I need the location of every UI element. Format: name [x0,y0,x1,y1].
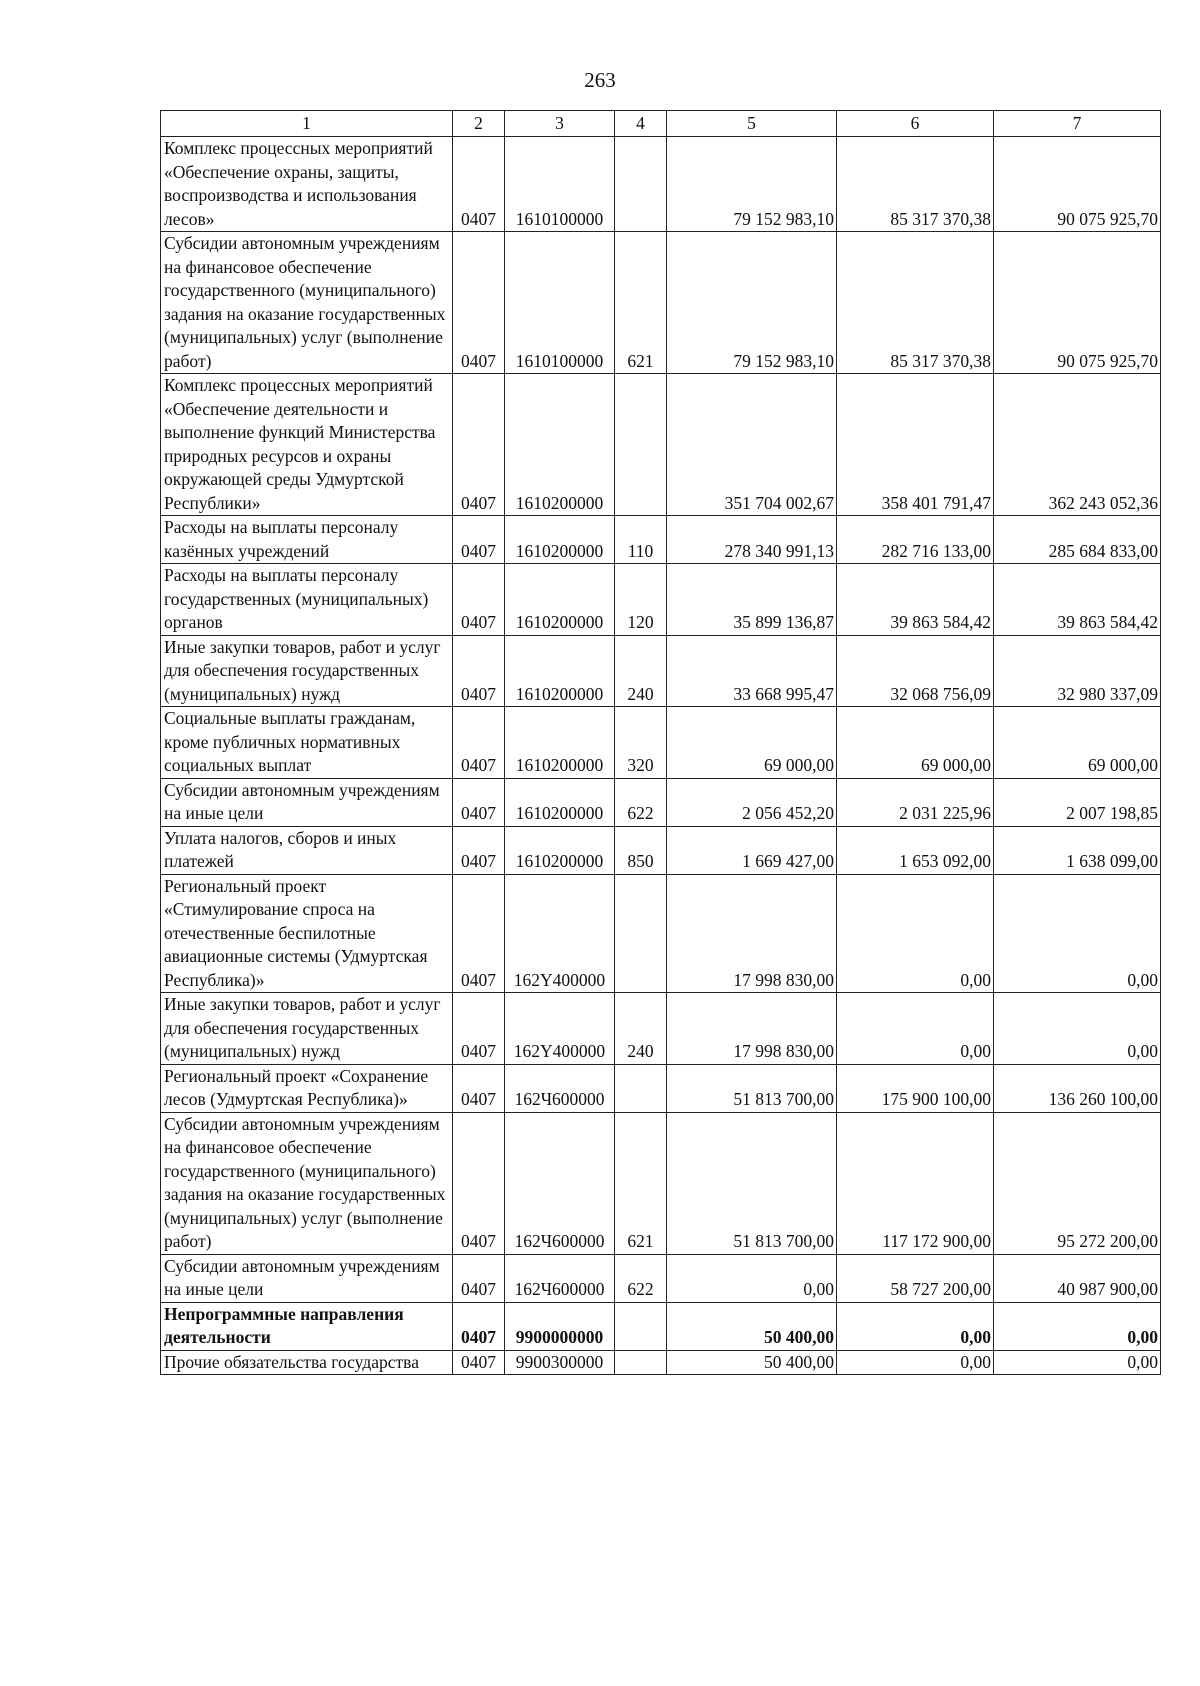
table-row [161,1350,1161,1375]
row-amount-col5: 50 400,00 [667,1302,837,1350]
row-section-code: 0407 [453,635,505,707]
row-amount-col6: 0,00 [837,993,994,1065]
row-section-code: 0407 [453,1254,505,1302]
row-amount-col6: 0,00 [837,1302,994,1350]
row-amount-col6: 1 653 092,00 [837,826,994,874]
row-section-code: 0407 [453,1112,505,1254]
row-name: Комплекс процессных мероприятий «Обеспечение деятельности и выполнение функций Министерства природных ресурсов и охраны окружающей среды Удмуртской Республики» [161,374,453,516]
header-cell-7: 7 [994,111,1161,137]
row-target-code: 1610200000 [505,564,615,636]
row-amount-col5: 351 704 002,67 [667,374,837,516]
row-expense-type [615,874,667,993]
row-amount-col7: 362 243 052,36 [994,374,1161,516]
row-section-code: 0407 [453,778,505,826]
row-expense-type [615,137,667,232]
row-amount-col5: 50 400,00 [667,1350,837,1375]
row-expense-type: 621 [615,1112,667,1254]
budget-table [160,110,1161,1375]
row-amount-col7: 95 272 200,00 [994,1112,1161,1254]
row-amount-col6: 282 716 133,00 [837,516,994,564]
row-target-code: 1610200000 [505,707,615,779]
row-section-code: 0407 [453,1064,505,1112]
row-amount-col5: 69 000,00 [667,707,837,779]
row-name: Региональный проект «Стимулирование спроса на отечественные беспилотные авиационные системы (Удмуртская Республика)» [161,874,453,993]
header-row [161,111,1161,137]
row-amount-col6: 0,00 [837,1350,994,1375]
table-row [161,1064,1161,1112]
row-name: Социальные выплаты гражданам, кроме публичных нормативных социальных выплат [161,707,453,779]
row-name: Иные закупки товаров, работ и услуг для обеспечения государственных (муниципальных) нужд [161,635,453,707]
header-cell-6: 6 [837,111,994,137]
table-row [161,826,1161,874]
row-section-code: 0407 [453,137,505,232]
row-amount-col6: 0,00 [837,874,994,993]
header-cell-3: 3 [505,111,615,137]
row-section-code: 0407 [453,232,505,374]
row-amount-col7: 0,00 [994,874,1161,993]
row-target-code: 9900000000 [505,1302,615,1350]
row-section-code: 0407 [453,993,505,1065]
row-expense-type: 320 [615,707,667,779]
row-expense-type: 120 [615,564,667,636]
row-target-code: 1610200000 [505,516,615,564]
row-target-code: 1610200000 [505,635,615,707]
row-amount-col7: 69 000,00 [994,707,1161,779]
row-name: Субсидии автономным учреждениям на финансовое обеспечение государственного (муниципального) задания на оказание государственных (муниципальных) услуг (выполнение работ) [161,232,453,374]
row-section-code: 0407 [453,874,505,993]
row-name: Региональный проект «Сохранение лесов (Удмуртская Республика)» [161,1064,453,1112]
row-name: Субсидии автономным учреждениям на иные цели [161,1254,453,1302]
row-name: Уплата налогов, сборов и иных платежей [161,826,453,874]
table-row [161,707,1161,779]
row-expense-type [615,1064,667,1112]
row-name: Комплекс процессных мероприятий «Обеспечение охраны, защиты, воспроизводства и использования лесов» [161,137,453,232]
row-expense-type [615,1302,667,1350]
row-amount-col5: 17 998 830,00 [667,993,837,1065]
row-target-code: 162Y400000 [505,993,615,1065]
row-amount-col6: 85 317 370,38 [837,232,994,374]
row-expense-type: 622 [615,1254,667,1302]
row-amount-col7: 39 863 584,42 [994,564,1161,636]
row-amount-col5: 35 899 136,87 [667,564,837,636]
row-amount-col7: 40 987 900,00 [994,1254,1161,1302]
row-section-code: 0407 [453,707,505,779]
page-number: 263 [584,68,616,92]
row-amount-col5: 33 668 995,47 [667,635,837,707]
row-target-code: 162Ч600000 [505,1254,615,1302]
header-cell-2: 2 [453,111,505,137]
table-row [161,778,1161,826]
row-target-code: 1610200000 [505,826,615,874]
row-target-code: 162Y400000 [505,874,615,993]
header-cell-4: 4 [615,111,667,137]
row-expense-type: 622 [615,778,667,826]
row-amount-col7: 2 007 198,85 [994,778,1161,826]
row-name: Прочие обязательства государства [161,1350,453,1375]
row-section-code: 0407 [453,374,505,516]
row-amount-col7: 90 075 925,70 [994,232,1161,374]
row-expense-type: 240 [615,993,667,1065]
table-row [161,1302,1161,1350]
row-amount-col5: 2 056 452,20 [667,778,837,826]
row-amount-col6: 2 031 225,96 [837,778,994,826]
row-section-code: 0407 [453,564,505,636]
row-target-code: 1610200000 [505,778,615,826]
row-amount-col5: 0,00 [667,1254,837,1302]
row-target-code: 162Ч600000 [505,1112,615,1254]
row-amount-col7: 136 260 100,00 [994,1064,1161,1112]
row-amount-col6: 69 000,00 [837,707,994,779]
table-row [161,993,1161,1065]
table-row [161,1254,1161,1302]
row-section-code: 0407 [453,516,505,564]
row-amount-col5: 79 152 983,10 [667,137,837,232]
row-expense-type: 621 [615,232,667,374]
row-amount-col6: 39 863 584,42 [837,564,994,636]
table-row [161,516,1161,564]
table-row [161,564,1161,636]
row-amount-col5: 51 813 700,00 [667,1112,837,1254]
row-amount-col6: 117 172 900,00 [837,1112,994,1254]
table-row [161,232,1161,374]
row-amount-col7: 0,00 [994,993,1161,1065]
row-amount-col5: 17 998 830,00 [667,874,837,993]
row-amount-col5: 1 669 427,00 [667,826,837,874]
row-amount-col5: 278 340 991,13 [667,516,837,564]
row-amount-col6: 175 900 100,00 [837,1064,994,1112]
table-row [161,874,1161,993]
row-name: Расходы на выплаты персоналу казённых учреждений [161,516,453,564]
row-amount-col7: 1 638 099,00 [994,826,1161,874]
row-expense-type [615,374,667,516]
row-expense-type [615,1350,667,1375]
row-target-code: 9900300000 [505,1350,615,1375]
row-expense-type: 850 [615,826,667,874]
row-amount-col5: 79 152 983,10 [667,232,837,374]
row-section-code: 0407 [453,826,505,874]
row-name: Непрограммные направления деятельности [161,1302,453,1350]
row-target-code: 1610100000 [505,137,615,232]
row-name: Субсидии автономным учреждениям на финансовое обеспечение государственного (муниципального) задания на оказание государственных (муниципальных) услуг (выполнение работ) [161,1112,453,1254]
row-target-code: 1610200000 [505,374,615,516]
row-target-code: 1610100000 [505,232,615,374]
table-body [161,137,1161,1375]
table-row [161,137,1161,232]
row-section-code: 0407 [453,1302,505,1350]
table-row [161,635,1161,707]
row-target-code: 162Ч600000 [505,1064,615,1112]
row-amount-col7: 0,00 [994,1302,1161,1350]
table-row [161,374,1161,516]
table-row [161,1112,1161,1254]
row-name: Иные закупки товаров, работ и услуг для обеспечения государственных (муниципальных) нужд [161,993,453,1065]
header-cell-5: 5 [667,111,837,137]
row-name: Расходы на выплаты персоналу государственных (муниципальных) органов [161,564,453,636]
header-cell-1: 1 [161,111,453,137]
row-amount-col7: 32 980 337,09 [994,635,1161,707]
row-amount-col6: 58 727 200,00 [837,1254,994,1302]
row-name: Субсидии автономным учреждениям на иные цели [161,778,453,826]
row-amount-col7: 0,00 [994,1350,1161,1375]
row-amount-col6: 32 068 756,09 [837,635,994,707]
row-expense-type: 240 [615,635,667,707]
row-amount-col6: 358 401 791,47 [837,374,994,516]
row-amount-col5: 51 813 700,00 [667,1064,837,1112]
row-expense-type: 110 [615,516,667,564]
row-amount-col6: 85 317 370,38 [837,137,994,232]
row-section-code: 0407 [453,1350,505,1375]
row-amount-col7: 90 075 925,70 [994,137,1161,232]
row-amount-col7: 285 684 833,00 [994,516,1161,564]
